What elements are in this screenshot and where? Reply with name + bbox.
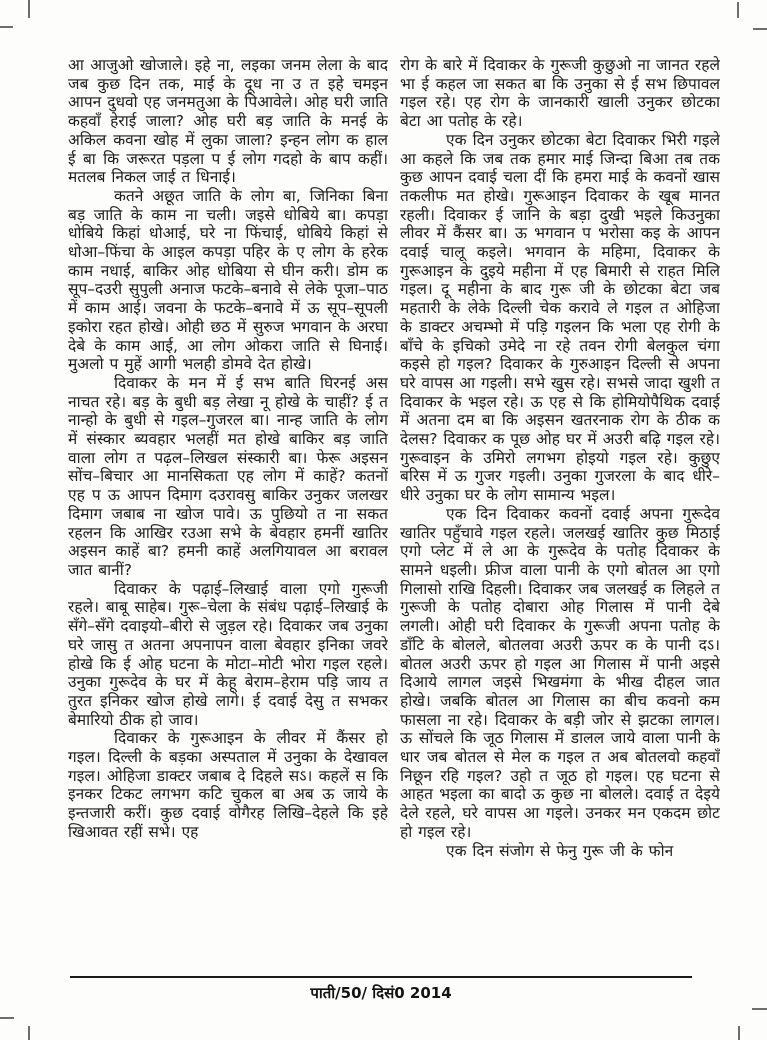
crop-mark-bottom-left-horizontal — [0, 1017, 14, 1019]
body-paragraph: रोग के बारे में दिवाकर के गुरूजी कुछुओ ना जानत रहले भा ई कहल जा सकत बा कि उनुका से ई सभ छिपावल गइल रहे। एह रोग के जानकारी खाली उनुकर छोटका बेटा आ पतोह के रहे। — [400, 56, 720, 131]
text-column-right — [400, 56, 720, 952]
crop-mark-top-left-horizontal — [0, 26, 13, 28]
crop-mark-bottom-right-vertical — [738, 1026, 740, 1040]
body-paragraph: एक दिन संजोग से फेनु गुरू जी के फोन — [446, 841, 674, 860]
body-paragraph: एक दिन उनुकर छोटका बेटा दिवाकर भिरी गइले आ कहले कि जब तक हमार माई जिन्दा बिआ तब तक कुछ आपन दवाई चला दीं कि हमरा माई के कवनों खास तकलीफ मत होखे। गुरूआइन दिवाकर के खूब मानत रहली। दिवाकर ई जानि के बड़ा दुखी भइले किउनुका लीवर में कैंसर बा। ऊ भगवान प भरोसा कइ के आपन दवाई चालू कइले। भगवान के महिमा, दिवाकर के गुरूआइन के दुइये महीना में एह बिमारी से राहत मिलि गइल। दू महीना के बाद गुरू जी के छोटका बेटा जब महतारी के लेके दिल्ली चेक करावे ले गइल त ओहिजा के डाक्टर अचम्भो में पड़ि गइलन कि भला एह रोगी के बाँचे के इचिको उमेदे ना रहे तवन रोगी बेलकुल चंगा कइसे हो गइल? दिवाकर के गुरुआइन दिल्ली से अपना घरे वापस आ गइली। सभे खुस रहे। सभसे जादा खुशी त दिवाकर के भइल रहे। ऊ एह से कि होमियोपैथिक दवाई में अतना दम बा कि अइसन खतरनाक रोग के ठीक क देलस? दिवाकर क पूछ ओह घर में अउरी बढ़ि गइल रहे। गुरूवाइन के उमिरो लगभग होइयो गइल रहे। कुछुए बरिस में ऊ गुजर गइली। उनुका गुजरला के बाद धीरे–धीरे उनुका घर के लोग सामान्य भइल। — [400, 130, 720, 505]
body-paragraph: कतने अछूत जाति के लोग बा, जिनिका बिना बड़ जाति के काम ना चली। जइसे धोबिये बा। कपड़ा धोबिये किहां धोआई, घरे ना फिंचाई, धोबिये किहां से धोआ–फिंचा के आइल कपड़ा पहिर के ए लोग के हरेक काम नधाई, बाकिर ओह धोबिया से घीन करी। डोम क सूप–दउरी सुपुली अनाज फटके–बनावे से लेके पूजा–पाठ में काम आई। जवना के फटके–बनावे में ऊ सूप–सूपली इकोरा रहत होखे। ओही छठ में सुरुज भगवान के अरघा देबे के काम आई, आ लोग ओकरा जाति से घिनाई। मुअलो प मुहें आगी भलही डोमवे देत होखे। — [68, 186, 388, 374]
crop-mark-top-right-vertical — [737, 2, 739, 18]
body-paragraph: दिवाकर के पढ़ाई–लिखाई वाला एगो गुरूजी रहले। बाबू साहेब। गुरू–चेला के संबंध पढ़ाई–लिखाई के सँगे–सँगे दवाइयो–बीरो से जुड़ल रहे। दिवाकर जब उनुका घरे जासु त अतना अपनापन वाला बेवहार इनिका जवरे होखे कि ई ओह घटना के मोटा–मोटी भोरा गइल रहले। उनुका गुरूदेव के घर में केहू बेराम–हेराम पड़ि जाय त तुरत इनिकर खोज होखे लागे। ई दवाई देसु त सभकर बेमारियो ठीक हो जाव। — [68, 579, 388, 729]
footer-page-label: पाती/50/ दिसं0 2014 — [310, 984, 452, 1002]
crop-mark-top-left-vertical — [28, 0, 30, 18]
body-paragraph: आ आजुओ खोजाले। इहे ना, लइका जनम लेला के बाद जब कुछ दिन तक, माई के दूध ना उ त इहे चमइन आपन दुधवो एह जनमतुआ के पिआवेले। ओह घरी जाति कहवाँ हेराई जाला? ओह घरी बड़ जाति के मनई के अकिल कवना खोह में लुका जाला? इन्हन लोग क हाल ई बा कि जरूरत पड़ला प ई लोग गदहो के बाप कहीं। मतलब निकल जाई त धिनाई। — [68, 56, 388, 187]
body-paragraph: एक दिन दिवाकर कवनों दवाई अपना गुरूदेव खातिर पहुँचावे गइल रहले। जलखई खातिर कुछ मिठाई एगो प्लेट में ले आ के गुरूदेव के पतोह दिवाकर के सामने धइली। फ्रीज वाला पानी के एगो बोतल आ एगो गिलासो राखि दिहली। दिवाकर जब जलखई क लिहले त गुरूजी के पतोह दोबारा ओह गिलास में पानी देबे लगली। ओही घरी दिवाकर के गुरूजी अपना पतोह के डाँटि के बोलले, बोतलवा अउरी ऊपर क के पानी दऽ। बोतल अउरी ऊपर हो गइल आ गिलास में पानी अइसे दिआये लागल जइसे भिखमंगा के भीख दीहल जात होखे। जबकि बोतल आ गिलास का बीच कवनो कम फासला ना रहे। दिवाकर के बड़ी जोर से झटका लागल। ऊ सोंचले कि जूठ गिलास में डालल जाये वाला पानी के धार जब बोतल से मेल क गइल त अब बोतलवो कहवाँ निछून रहि गइल? उहो त जूठ हो गइल। एह घटना से आहत भइला का बादो ऊ कुछ ना बोलले। दवाई त देइये देले रहले, घरे वापस आ गइले। उनकर मन एकदम छोट हो गइल रहे। — [400, 504, 720, 841]
crop-mark-bottom-right-horizontal — [752, 1008, 767, 1010]
crop-mark-bottom-left-vertical — [28, 1026, 30, 1040]
text-column-left — [68, 56, 388, 952]
body-paragraph: दिवाकर के मन में ई सभ बाति घिरनई अस नाचत रहे। बड़ के बुधी बड़ लेखा नू होखे के चाहीं? ई त नान्हो के बुधी से गइल–गुजरल बा। नान्ह जाति के लोग में संस्कार ब्यवहार भलहीं मत होखे बाकिर बड़ जाति वाला लोग त पढ़ल–लिखल संस्कारी बा। फेरू अइसन सोंच–बिचार आ मानसिकता एह लोग में काहें? कतनों एह प ऊ आपन दिमाग दउरावसु बाकिर उनुकर जलखर दिमाग जबाब ना खोज पावे। ऊ पुछियो त ना सकत रहलन कि आखिर रउआ सभे के बेवहार हमनीं खातिर अइसन काहें बा? हमनी काहें अलगियावल आ बरावल जात बानीं? — [68, 373, 388, 579]
body-paragraph: दिवाकर के गुरूआइन के लीवर में कैंसर हो गइल। दिल्ली के बड़का अस्पताल में उनुका के देखावल गइल। ओहिजा डाक्टर जबाब दे दिहले सऽ। कहलें स कि इनकर टिकट लगभग कटि चुकल बा अब ऊ जाये के इन्तजारी करीं। कुछ दवाई वोगैरह लिखि–देहले कि इहे खिआवत रहीं सभे। एह — [68, 729, 388, 841]
text-body — [68, 56, 720, 952]
footer-rule — [70, 976, 692, 978]
crop-mark-top-right-horizontal — [753, 28, 767, 30]
